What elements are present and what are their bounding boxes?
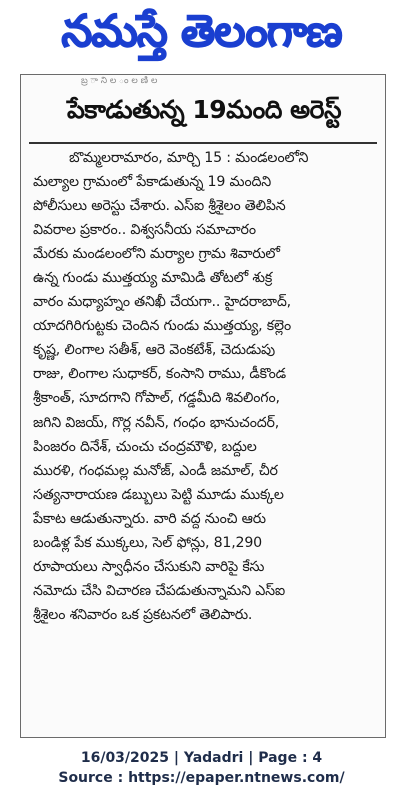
article-headline: పేకాడుతున్న 19మంది అరెస్ట్: [66, 95, 342, 124]
article-line: వారం మధ్యాహ్నం తనిఖీ చేయగా.. హైదరాబాద్,: [33, 294, 291, 311]
article-line: సత్యనారాయణ డబ్బులు పెట్టి మూడు ముక్కల: [33, 486, 284, 503]
article-line: మేరకు మండలంలోని మర్యాల గ్రామ శివారులో: [33, 246, 280, 263]
article-line: మల్యాల గ్రామంలో పేకాడుతున్న 19 మందిని: [33, 174, 272, 191]
article-line: బండిళ్ల పేక ముక్కలు, సెల్ ఫోన్లు, 81,290: [33, 534, 263, 551]
article-line: శ్రీశైలం శనివారం ఒక ప్రకటనలో తెలిపారు.: [33, 606, 253, 623]
article-line: జగిని విజయ్, గొర్ల నవీన్, గంధం భానుచందర్,: [33, 414, 280, 431]
article-line: వివరాల ప్రకారం.. విశ్వసనీయ సమాచారం: [33, 222, 256, 239]
article-line: పోలీసులు అరెస్టు చేశారు. ఎస్ఐ శ్రీశైలం తెలిపిన: [33, 198, 286, 215]
article-line: మురళి, గంధమల్ల మనోజ్, ఎండీ జమాల్, చీర: [33, 462, 278, 479]
article-line: ఉన్న గుండు ముత్తయ్య మామిడి తోటలో శుక్ర: [33, 270, 273, 287]
news-clipping: [20, 74, 386, 738]
article-line: రాజు, లింగాల సుధాకర్, కంసాని రాము, డీకొండ: [33, 366, 286, 383]
article-line: బొమ్మలరామారం, మార్చి 15 : మండలంలోని: [69, 150, 309, 166]
source-link[interactable]: Source : https://epaper.ntnews.com/: [58, 770, 345, 786]
edition-info: 16/03/2025 | Yadadri | Page : 4: [80, 750, 323, 766]
masthead-title: నమస్తే తెలంగాణ: [61, 6, 342, 57]
article-line: పింజరం దినేశ్, చుంచు చంద్రమౌళి, బద్దుల: [33, 438, 257, 455]
article-body: [33, 146, 377, 627]
article-line: శ్రీకాంత్, సూదగాని గోపాల్, గడ్డమీది శివలింగం,: [33, 390, 280, 407]
article-line: రూపాయలు స్వాధీనం చేసుకుని వారిపై కేసు: [33, 558, 265, 575]
article-line: కృష్ణ, లింగాల సతీశ్, ఆరె వెంకటేశ్, చెదుడుపు: [33, 342, 275, 359]
newspaper-masthead: [4, 6, 399, 68]
headline-divider: [29, 142, 377, 144]
article-line: నమోదు చేసి విచారణ చేపడుతున్నామని ఎస్ఐ: [33, 582, 285, 599]
cut-off-text-line: బ్ర ా ని ల ం ల ణి ల: [81, 76, 158, 86]
article-line: యాదగిరిగుట్టకు చెందిన గుండు ముత్తయ్య, కల్లెం: [33, 318, 292, 335]
article-line: పేకాట ఆడుతున్నారు. వారి వద్ద నుంచి ఆరు: [33, 510, 266, 527]
